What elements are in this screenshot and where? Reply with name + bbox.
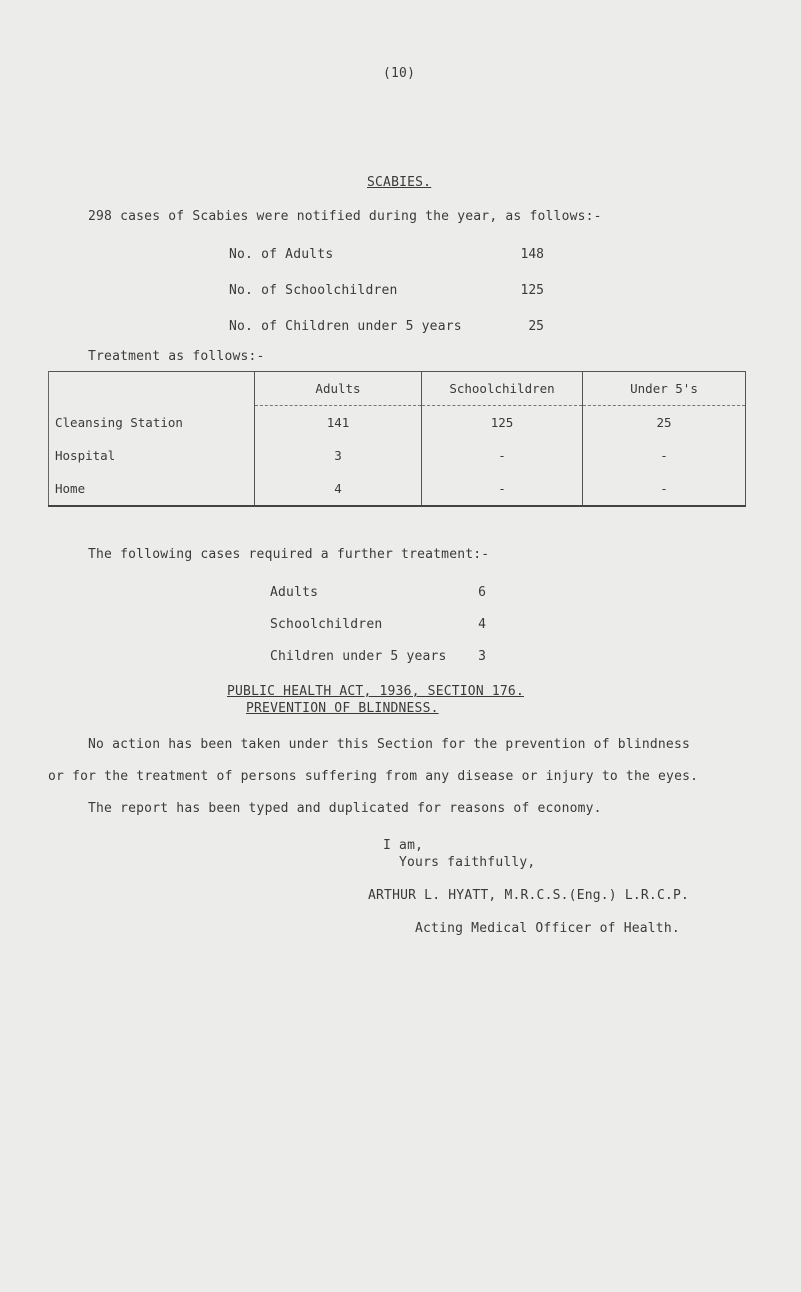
row-label: Cleansing Station: [49, 406, 255, 440]
cell-adults: 141: [255, 406, 422, 440]
notified-under5-label: No. of Children under 5 years: [229, 319, 462, 334]
signatory-name: ARTHUR L. HYATT, M.R.C.S.(Eng.) L.R.C.P.: [368, 888, 690, 903]
table-header-blank: [49, 372, 255, 406]
table-row: [49, 406, 746, 440]
cell-under5: 25: [583, 406, 746, 440]
further-under5-value: 3: [478, 649, 486, 664]
paragraph-line-1: No action has been taken under this Section for the prevention of blindness: [88, 737, 690, 752]
notified-adults-value: 148: [520, 247, 544, 262]
further-adults-label: Adults: [270, 585, 319, 600]
page-number: (10): [383, 66, 416, 81]
cell-schoolchildren: 125: [422, 406, 583, 440]
table-header-under5: Under 5's: [583, 372, 746, 406]
further-school-value: 4: [478, 617, 486, 632]
treatment-intro: Treatment as follows:-: [88, 349, 265, 364]
paragraph-line-3: The report has been typed and duplicated for reasons of economy.: [88, 801, 602, 816]
table-header-row: [49, 372, 746, 406]
cell-schoolchildren: -: [422, 439, 583, 472]
row-label: Home: [49, 472, 255, 506]
scabies-intro: 298 cases of Scabies were notified during the year, as follows:-: [88, 209, 602, 224]
table-header-schoolchildren: Schoolchildren: [422, 372, 583, 406]
cell-schoolchildren: -: [422, 472, 583, 506]
table-header-adults: Adults: [255, 372, 422, 406]
further-school-label: Schoolchildren: [270, 617, 383, 632]
blindness-heading: PREVENTION OF BLINDNESS.: [246, 701, 439, 716]
paragraph-line-2: or for the treatment of persons suffering from any disease or injury to the eyes.: [48, 769, 699, 784]
cell-adults: 4: [255, 472, 422, 506]
notified-school-label: No. of Schoolchildren: [229, 283, 398, 298]
act-heading: PUBLIC HEALTH ACT, 1936, SECTION 176.: [227, 684, 524, 699]
table-row: [49, 439, 746, 472]
further-adults-value: 6: [478, 585, 486, 600]
row-label: Hospital: [49, 439, 255, 472]
cell-under5: -: [583, 472, 746, 506]
further-under5-label: Children under 5 years: [270, 649, 447, 664]
closing-yours-faithfully: Yours faithfully,: [399, 855, 536, 870]
scabies-heading: SCABIES.: [367, 175, 432, 190]
closing-i-am: I am,: [383, 838, 424, 853]
treatment-table: [48, 371, 746, 507]
signatory-title: Acting Medical Officer of Health.: [415, 921, 680, 936]
further-intro: The following cases required a further treatment:-: [88, 547, 490, 562]
notified-school-value: 125: [520, 283, 544, 298]
cell-under5: -: [583, 439, 746, 472]
table-row: [49, 472, 746, 506]
notified-under5-value: 25: [528, 319, 544, 334]
notified-adults-label: No. of Adults: [229, 247, 334, 262]
cell-adults: 3: [255, 439, 422, 472]
